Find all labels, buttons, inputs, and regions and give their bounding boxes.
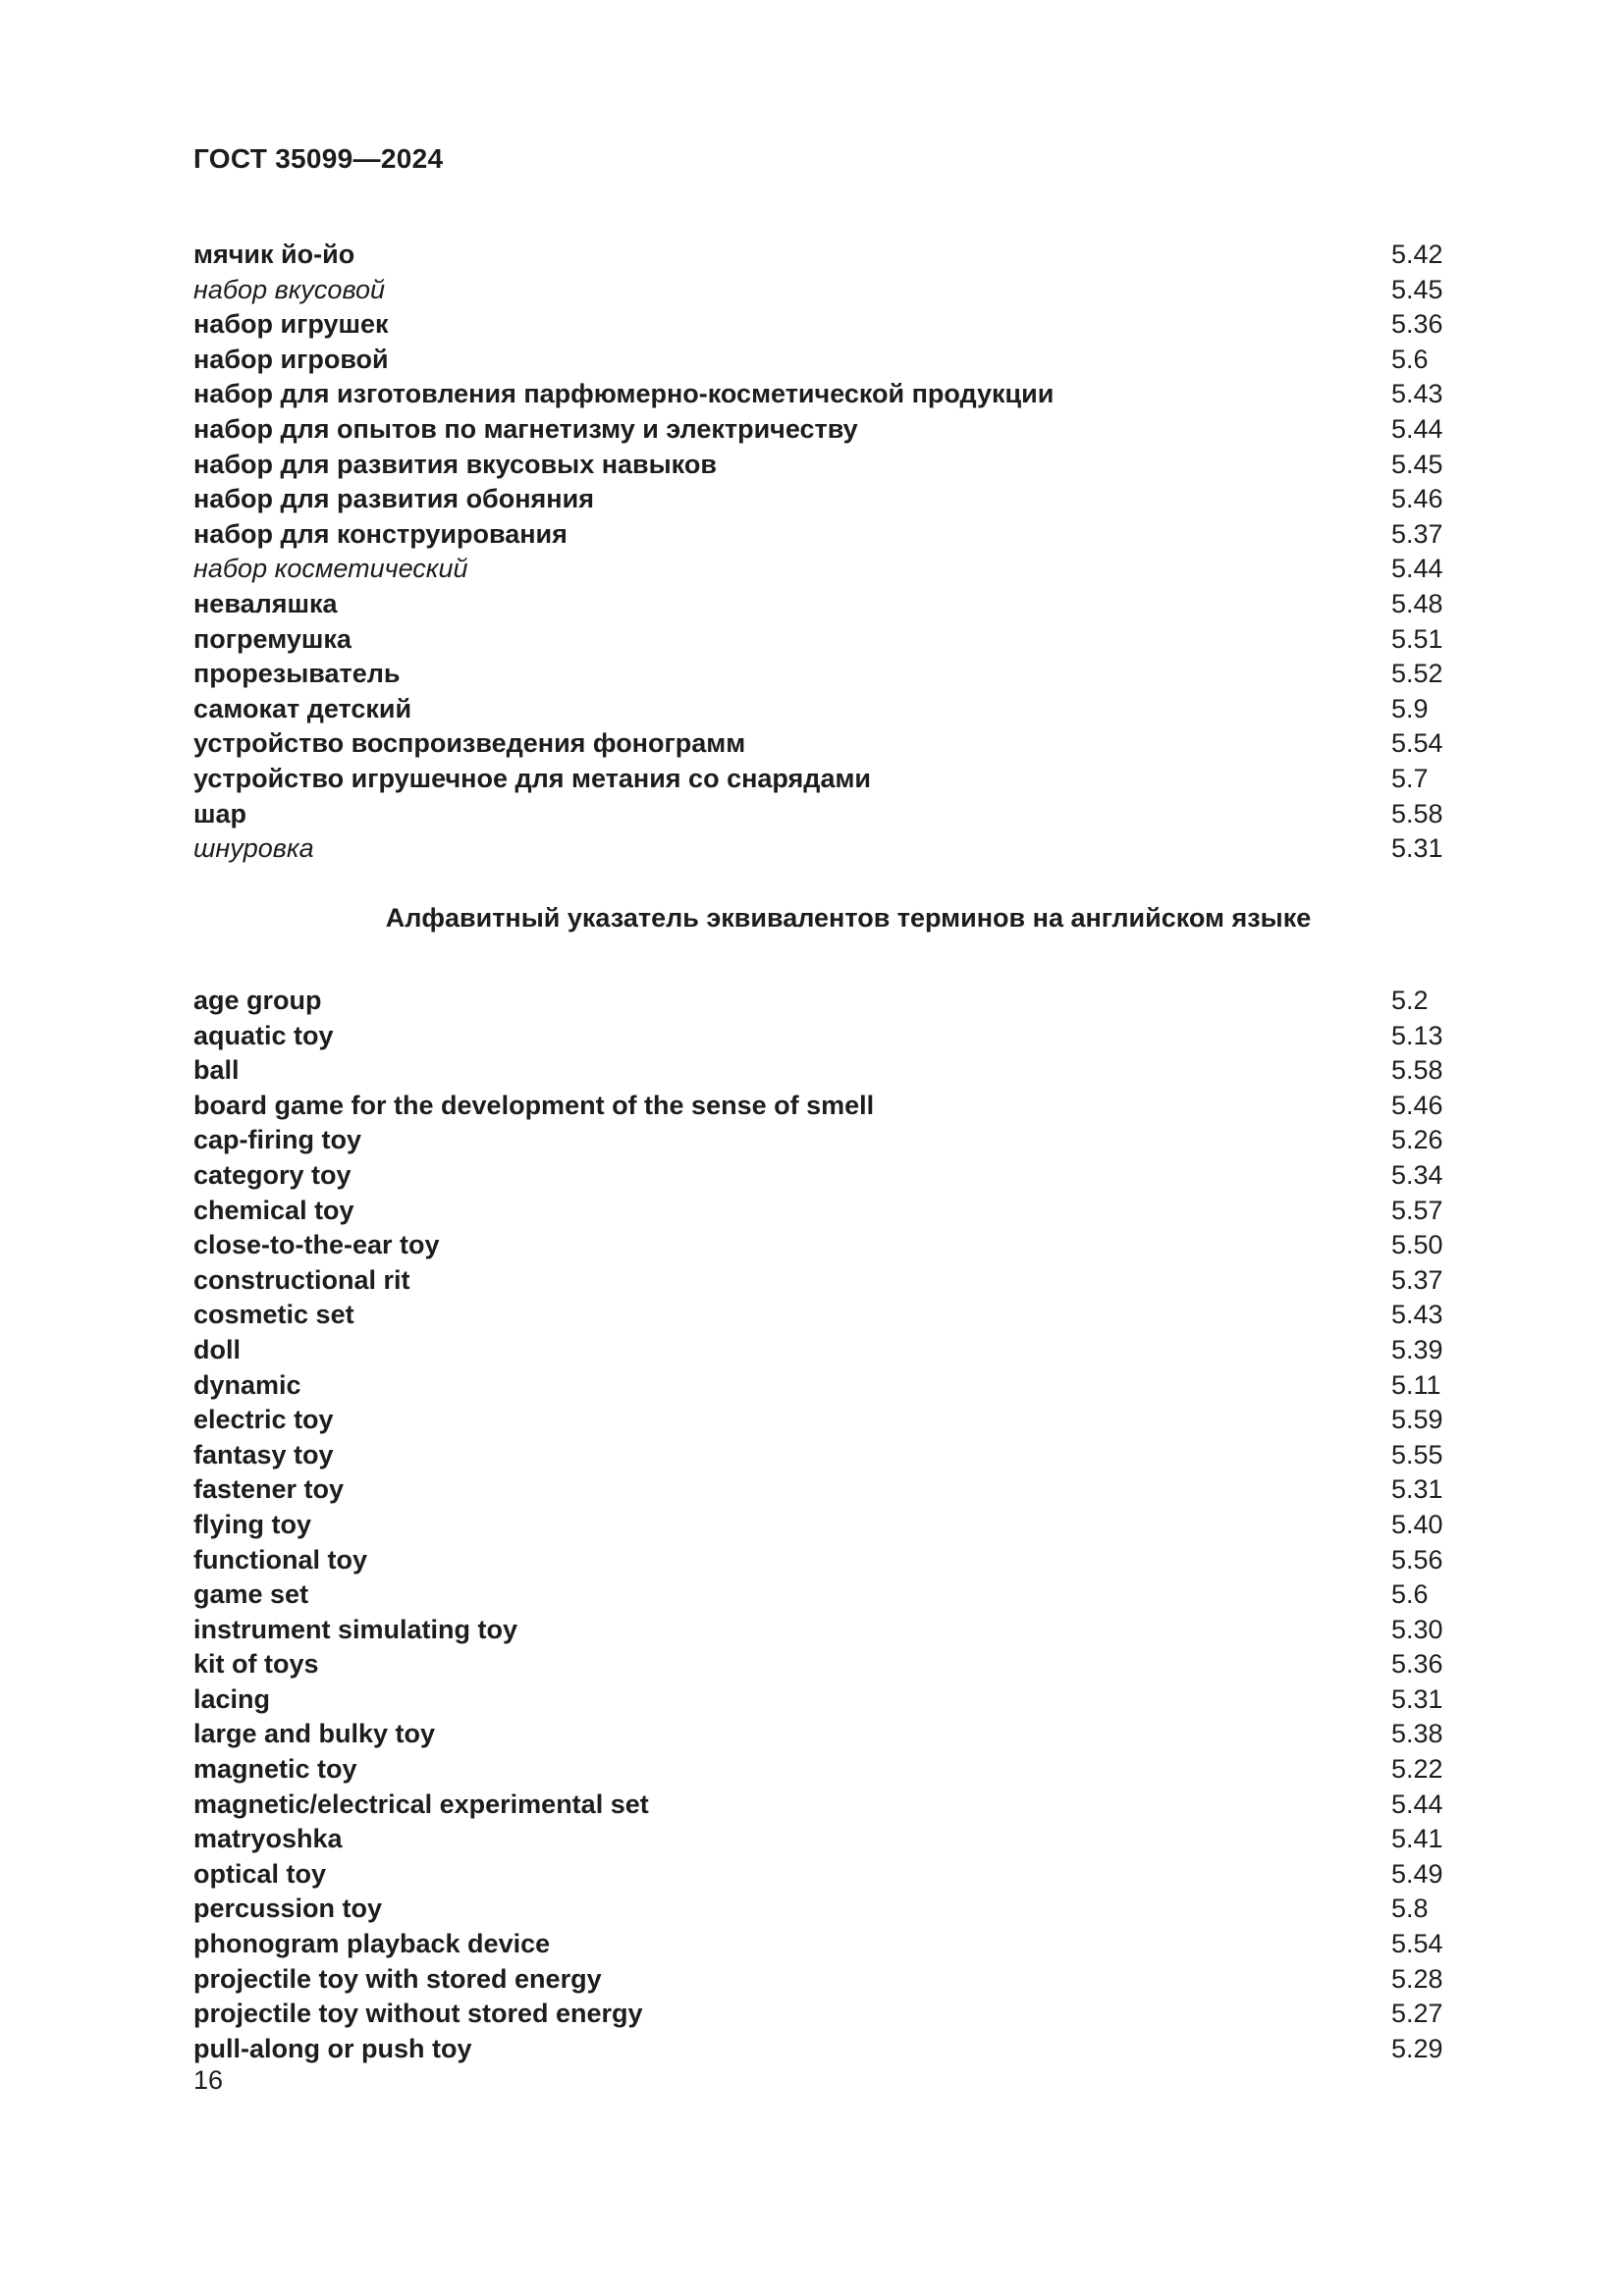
index-section-ref: 5.44 <box>1391 554 1443 584</box>
index-row <box>193 1403 1503 1438</box>
index-row <box>193 482 1503 517</box>
index-row <box>193 587 1503 622</box>
index-row <box>193 1647 1503 1682</box>
index-term: game set <box>193 1579 309 1610</box>
index-row <box>193 1053 1503 1089</box>
index-term: phonogram playback device <box>193 1929 551 1959</box>
index-row <box>193 238 1503 273</box>
index-term: прорезыватель <box>193 659 401 689</box>
index-section-ref: 5.31 <box>1391 833 1443 864</box>
index-term: pull-along or push toy <box>193 2033 472 2063</box>
index-row <box>193 762 1503 797</box>
index-section-ref: 5.29 <box>1391 2033 1443 2063</box>
index-row <box>193 1019 1503 1054</box>
index-section-ref: 5.37 <box>1391 1264 1443 1295</box>
index-term: projectile toy with stored energy <box>193 1963 602 1994</box>
english-index-heading: Алфавитный указатель эквивалентов терминов на английском языке <box>385 903 1312 933</box>
index-section-ref: 5.43 <box>1391 1300 1443 1330</box>
index-term: набор косметический <box>193 554 468 584</box>
index-row <box>193 1613 1503 1648</box>
index-section-ref: 5.36 <box>1391 309 1443 340</box>
index-row <box>193 1263 1503 1299</box>
index-term: close-to-the-ear toy <box>193 1230 440 1260</box>
index-row <box>193 1472 1503 1508</box>
index-term: magnetic toy <box>193 1754 357 1785</box>
index-term: doll <box>193 1334 241 1364</box>
index-term: fastener toy <box>193 1474 345 1505</box>
index-section-ref: 5.50 <box>1391 1230 1443 1260</box>
index-section-ref: 5.49 <box>1391 1858 1443 1889</box>
index-row <box>193 1682 1503 1718</box>
index-term: dynamic <box>193 1369 301 1400</box>
index-term: набор игровой <box>193 344 389 374</box>
index-term: lacing <box>193 1683 271 1714</box>
index-section-ref: 5.38 <box>1391 1719 1443 1749</box>
index-row <box>193 1962 1503 1998</box>
index-section-ref: 5.44 <box>1391 1789 1443 1819</box>
index-term: cap-firing toy <box>193 1125 362 1155</box>
index-section-ref: 5.37 <box>1391 518 1443 549</box>
index-row <box>193 1194 1503 1229</box>
index-row <box>193 1577 1503 1613</box>
index-row <box>193 1333 1503 1368</box>
index-row <box>193 622 1503 658</box>
index-section-ref: 5.2 <box>1391 986 1429 1015</box>
index-term: constructional rit <box>193 1264 410 1295</box>
index-section-ref: 5.48 <box>1391 588 1443 618</box>
index-row <box>193 1298 1503 1333</box>
index-term: percussion toy <box>193 1894 383 1924</box>
index-term: устройство воспроизведения фонограмм <box>193 728 746 759</box>
index-term: шар <box>193 798 247 828</box>
index-term: самокат детский <box>193 693 412 723</box>
index-row <box>193 448 1503 483</box>
index-row <box>193 1717 1503 1752</box>
index-term: шнуровка <box>193 833 314 864</box>
index-term: chemical toy <box>193 1195 354 1225</box>
index-section-ref: 5.34 <box>1391 1159 1443 1190</box>
index-row <box>193 1997 1503 2032</box>
index-section-ref: 5.31 <box>1391 1474 1443 1505</box>
index-section-ref: 5.42 <box>1391 240 1443 269</box>
index-term: board game for the development of the sense of smell <box>193 1090 875 1120</box>
index-row <box>193 692 1503 727</box>
index-section-ref: 5.57 <box>1391 1195 1443 1225</box>
english-index-list <box>193 984 1503 2066</box>
index-row <box>193 1822 1503 1857</box>
index-term: functional toy <box>193 1544 367 1575</box>
index-row <box>193 1228 1503 1263</box>
index-term: устройство игрушечное для метания со снарядами <box>193 763 872 793</box>
page-number: 16 <box>193 2065 224 2095</box>
index-section-ref: 5.11 <box>1391 1369 1441 1400</box>
index-section-ref: 5.13 <box>1391 1020 1443 1050</box>
index-row <box>193 1892 1503 1927</box>
index-section-ref: 5.59 <box>1391 1405 1443 1435</box>
index-row <box>193 1543 1503 1578</box>
index-row <box>193 1158 1503 1194</box>
index-row <box>193 377 1503 412</box>
index-term: неваляшка <box>193 588 338 618</box>
index-term: category toy <box>193 1159 352 1190</box>
index-term: набор для конструирования <box>193 518 568 549</box>
index-term: flying toy <box>193 1509 311 1539</box>
index-term: age group <box>193 986 322 1015</box>
index-section-ref: 5.26 <box>1391 1125 1443 1155</box>
index-section-ref: 5.44 <box>1391 413 1443 444</box>
index-term: matryoshka <box>193 1824 343 1854</box>
index-section-ref: 5.58 <box>1391 1055 1443 1086</box>
index-term: aquatic toy <box>193 1020 334 1050</box>
index-row <box>193 1752 1503 1788</box>
index-term: набор игрушек <box>193 309 389 340</box>
index-term: electric toy <box>193 1405 334 1435</box>
index-term: погремушка <box>193 623 352 654</box>
index-row <box>193 984 1503 1019</box>
index-row <box>193 831 1503 867</box>
index-section-ref: 5.56 <box>1391 1544 1443 1575</box>
russian-index-list <box>193 238 1503 867</box>
index-section-ref: 5.36 <box>1391 1649 1443 1680</box>
index-row <box>193 1368 1503 1404</box>
index-row <box>193 797 1503 832</box>
index-row <box>193 657 1503 692</box>
index-section-ref: 5.51 <box>1391 623 1443 654</box>
index-row <box>193 273 1503 308</box>
index-term: набор для опытов по магнетизму и электричеству <box>193 413 858 444</box>
index-term: ball <box>193 1055 240 1086</box>
index-term: fantasy toy <box>193 1439 334 1469</box>
index-section-ref: 5.31 <box>1391 1683 1443 1714</box>
index-term: набор для развития вкусовых навыков <box>193 449 717 479</box>
index-section-ref: 5.27 <box>1391 1999 1443 2029</box>
index-section-ref: 5.52 <box>1391 659 1443 689</box>
index-row <box>193 343 1503 378</box>
index-row <box>193 1508 1503 1543</box>
index-section-ref: 5.54 <box>1391 728 1443 759</box>
index-row <box>193 517 1503 553</box>
index-section-ref: 5.6 <box>1391 344 1429 374</box>
index-term: magnetic/electrical experimental set <box>193 1789 649 1819</box>
index-section-ref: 5.28 <box>1391 1963 1443 1994</box>
index-section-ref: 5.40 <box>1391 1509 1443 1539</box>
index-section-ref: 5.30 <box>1391 1614 1443 1644</box>
index-row <box>193 1438 1503 1473</box>
index-term: набор для изготовления парфюмерно-косметической продукции <box>193 379 1055 409</box>
index-row <box>193 1857 1503 1893</box>
index-section-ref: 5.7 <box>1391 763 1429 793</box>
index-section-ref: 5.54 <box>1391 1929 1443 1959</box>
index-section-ref: 5.45 <box>1391 274 1443 304</box>
index-section-ref: 5.9 <box>1391 693 1429 723</box>
index-section-ref: 5.45 <box>1391 449 1443 479</box>
index-section-ref: 5.6 <box>1391 1579 1429 1610</box>
index-term: cosmetic set <box>193 1300 354 1330</box>
index-term: projectile toy without stored energy <box>193 1999 643 2029</box>
index-section-ref: 5.46 <box>1391 484 1443 514</box>
index-term: набор вкусовой <box>193 274 385 304</box>
index-section-ref: 5.55 <box>1391 1439 1443 1469</box>
index-section-ref: 5.58 <box>1391 798 1443 828</box>
index-term: optical toy <box>193 1858 327 1889</box>
index-section-ref: 5.43 <box>1391 379 1443 409</box>
index-row <box>193 1788 1503 1823</box>
index-section-ref: 5.46 <box>1391 1090 1443 1120</box>
index-row <box>193 2032 1503 2067</box>
index-row <box>193 726 1503 762</box>
index-row <box>193 552 1503 587</box>
index-row <box>193 412 1503 448</box>
index-section-ref: 5.39 <box>1391 1334 1443 1364</box>
index-row <box>193 1089 1503 1124</box>
index-term: instrument simulating toy <box>193 1614 518 1644</box>
index-term: набор для развития обоняния <box>193 484 594 514</box>
document-header: ГОСТ 35099—2024 <box>193 143 444 174</box>
index-term: large and bulky toy <box>193 1719 436 1749</box>
index-section-ref: 5.22 <box>1391 1754 1443 1785</box>
index-section-ref: 5.8 <box>1391 1894 1429 1924</box>
index-row <box>193 1927 1503 1962</box>
index-row <box>193 307 1503 343</box>
index-term: kit of toys <box>193 1649 319 1680</box>
index-section-ref: 5.41 <box>1391 1824 1443 1854</box>
index-row <box>193 1123 1503 1158</box>
index-term: мячик йо-йо <box>193 240 355 269</box>
